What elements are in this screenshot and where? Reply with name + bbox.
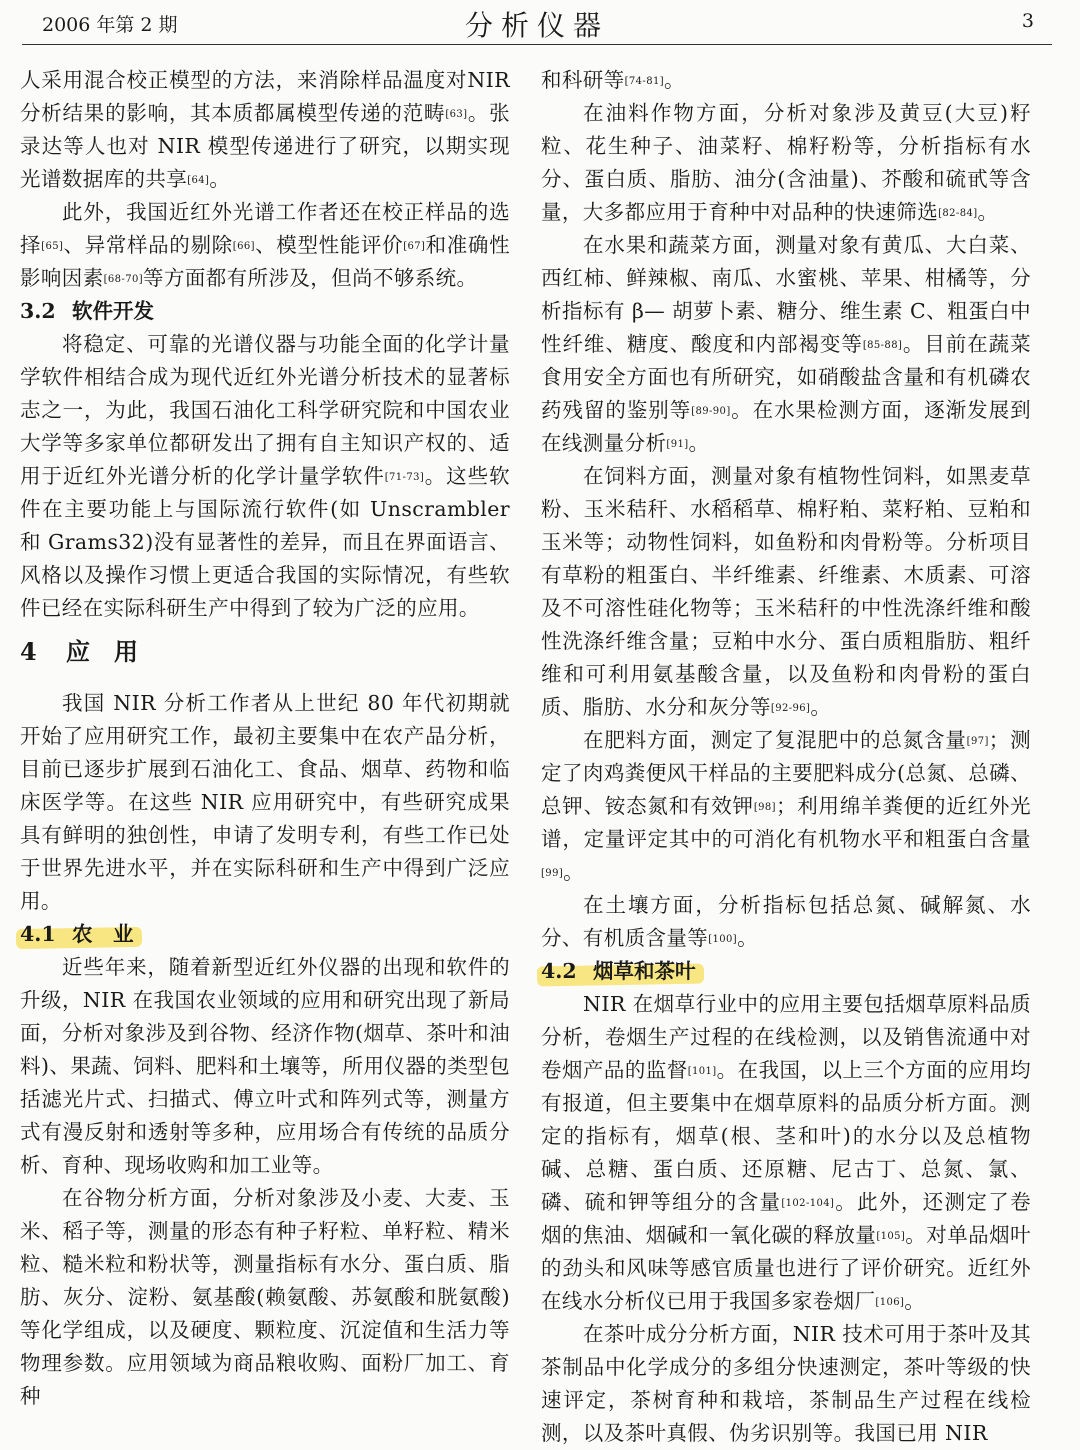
paragraph: 在油料作物方面，分析对象涉及黄豆(大豆)籽粒、花生种子、油菜籽、棉籽粉等，分析指标有水分、蛋白质、脂肪、油分(含油量)、芥酸和硫甙等含量，大多都应用于育种中对品种的快速筛选[82-84]。 xyxy=(541,101,1031,224)
issue-label: 2006 年第 2 期 xyxy=(42,14,178,36)
paragraph: 在谷物分析方面，分析对象涉及小麦、大麦、玉米、稻子等，测量的形态有种子籽粒、单籽粒、精米粒、糙米粒和粉状等，测量指标有水分、蛋白质、脂肪、灰分、淀粉、氨基酸(赖氨酸、苏氨酸和胱氨酸)等化学组成，以及硬度、颗粒度、沉淀值和生活力等物理参数。应用领域为商品粮收购、面粉厂加工、育种 xyxy=(20,1186,510,1408)
paragraph: 我国 NIR 分析工作者从上世纪 80 年代初期就开始了应用研究工作，最初主要集中在农产品分析，目前已逐步扩展到石油化工、食品、烟草、药物和临床医学等。在这些 NIR 应用研究中，有些研究成果具有鲜明的独创性，申请了发明专利，有些工作已处于世界先进水平，并在实际科研和生产中得到广泛应用。 xyxy=(20,691,510,913)
paragraph: 在饲料方面，测量对象有植物性饲料，如黑麦草粉、玉米秸秆、水稻稻草、棉籽粕、菜籽粕、豆粕和玉米等；动物性饲料，如鱼粉和肉骨粉等。分析项目有草粉的粗蛋白、半纤维素、纤维素、木质素、可溶及不可溶性硅化物等；玉米秸秆的中性洗涤纤维和酸性洗涤纤维含量；豆粕中水分、蛋白质粗脂肪、粗纤维和可利用氨基酸含量，以及鱼粉和肉骨粉的蛋白质、脂肪、水分和灰分等[92-96]。 xyxy=(541,464,1031,719)
section-heading-4-2 xyxy=(541,955,1031,988)
paragraph: 此外，我国近红外光谱工作者还在校正样品的选择[65]、异常样品的剔除[66]、模型性能评价[67]和准确性影响因素[68-70]等方面都有所涉及，但尚不够系统。 xyxy=(20,200,510,290)
section-heading-3-2: 3.2 软件开发 xyxy=(20,299,154,323)
paragraph: 在土壤方面，分析指标包括总氮、碱解氮、水分、有机质含量等[100]。 xyxy=(541,893,1031,950)
page-header xyxy=(22,0,1052,45)
paragraph: 人采用混合校正模型的方法，来消除样品温度对NIR 分析结果的影响，其本质都属模型传递的范畴[63]。张录达等人也对 NIR 模型传递进行了研究，以期实现光谱数据库的共享[64]。 xyxy=(20,68,511,191)
paragraph: NIR 在烟草行业中的应用主要包括烟草原料品质分析，卷烟生产过程的在线检测，以及销售流通中对卷烟产品的监督[101]。在我国，以上三个方面的应用均有报道，但主要集中在烟草原料的品质分析方面。测定的指标有，烟草(根、茎和叶)的水分以及总植物碱、总糖、蛋白质、还原糖、尼古丁、总氮、氯、磷、硫和钾等组分的含量[102-104]。此外，还测定了卷烟的焦油、烟碱和一氧化碳的释放量[105]。对单品烟叶的劲头和风味等感官质量也进行了评价研究。近红外在线水分析仪已用于我国多家卷烟厂[106]。 xyxy=(541,992,1031,1313)
highlight-mark: 4.2 烟草和茶叶 xyxy=(541,955,696,988)
left-column xyxy=(20,64,510,1413)
page-number: 3 xyxy=(1021,10,1034,32)
section-heading-4: 4 应 用 xyxy=(20,637,138,666)
paragraph: 近些年来，随着新型近红外仪器的出现和软件的升级，NIR 在我国农业领域的应用和研究出现了新局面，分析对象涉及到谷物、经济作物(烟草、茶叶和油料)、果蔬、饲料、肥料和土壤等，所用仪器的类型包括滤光片式、扫描式、傅立叶式和阵列式等，测量方式有漫反射和透射等多种，应用场合有传统的品质分析、育种、现场收购和加工业等。 xyxy=(20,955,510,1177)
paragraph: 和科研等[74-81]。 xyxy=(541,68,685,92)
right-column xyxy=(541,64,1031,1450)
paragraph: 在肥料方面，测定了复混肥中的总氮含量[97]；测定了肉鸡粪便风干样品的主要肥料成分(总氮、总磷、总钾、铵态氮和有效钾[98]；利用绵羊粪便的近红外光谱，定量评定其中的可消化有机物水平和粗蛋白含量[99]。 xyxy=(541,728,1031,884)
paragraph: 将稳定、可靠的光谱仪器与功能全面的化学计量学软件相结合成为现代近红外光谱分析技术的显著标志之一，为此，我国石油化工科学研究院和中国农业大学等多家单位都研发出了拥有自主知识产权的、适用于近红外光谱分析的化学计量学软件[71-73]。这些软件在主要功能上与国际流行软件(如 Unscrambler 和 Grams32)没有显著性的差异，而且在界面语言、风格以及操作习惯上更适合我国的实际情况，有些软件已经在实际科研生产中得到了较为广泛的应用。 xyxy=(20,332,510,620)
highlight-mark: 4.1 农 业 xyxy=(20,918,134,951)
paragraph: 在茶叶成分分析方面，NIR 技术可用于茶叶及其茶制品中化学成分的多组分快速测定，茶叶等级的快速评定，茶树育种和栽培，茶制品生产过程在线检测，以及茶叶真假、伪劣识别等。我国已用 NIR xyxy=(541,1322,1031,1445)
section-heading-4-1 xyxy=(20,918,510,951)
paragraph: 在水果和蔬菜方面，测量对象有黄瓜、大白菜、西红柿、鲜辣椒、南瓜、水蜜桃、苹果、柑橘等，分析指标有 β— 胡萝卜素、糖分、维生素 C、粗蛋白中性纤维、糖度、酸度和内部褐变等[85-88]。目前在蔬菜食用安全方面也有所研究，如硝酸盐含量和有机磷农药残留的鉴别等[89-90]。在水果检测方面，逐渐发展到在线测量分析[91]。 xyxy=(541,233,1031,455)
journal-title: 分析仪器 xyxy=(464,9,609,42)
